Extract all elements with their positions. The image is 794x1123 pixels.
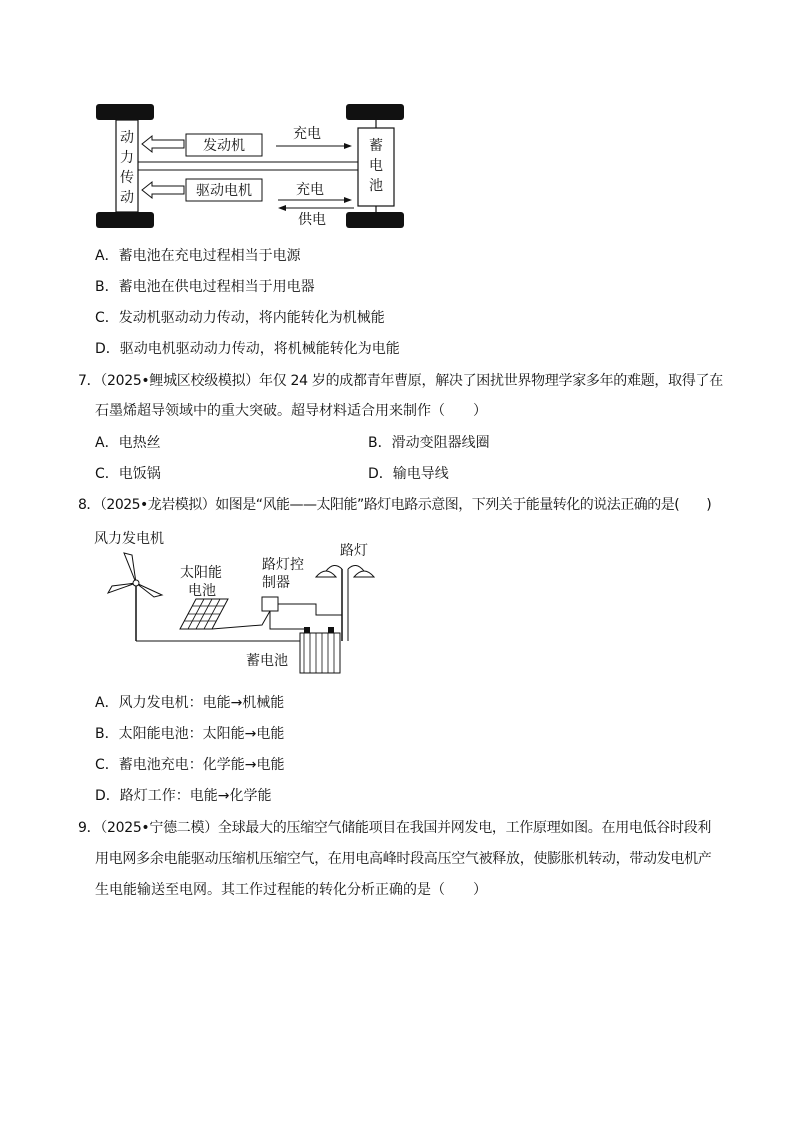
q8-option-a: A．风力发电机：电能→机械能 [95, 695, 285, 711]
q7-stem-line2: 石墨烯超导领域中的重大突破。超导材料适合用来制作（ ） [95, 403, 487, 419]
wheel-bottom-left [96, 212, 154, 228]
wheel-top-left [96, 104, 154, 120]
battery-char-1: 蓄 [369, 138, 383, 154]
engine-hollow-arrow [142, 136, 184, 152]
q9-stem-line1: 9．（2025•宁德二模）全球最大的压缩空气储能项目在我国并网发电，工作原理如图。在用电低谷时段利 [78, 820, 712, 836]
q6-option-b: B．蓄电池在供电过程相当于用电器 [95, 279, 315, 295]
wind-solar-lamp-diagram [90, 525, 380, 675]
transmission-char-1: 动 [120, 130, 134, 146]
supply-label: 供电 [298, 212, 326, 228]
battery-char-2: 电 [369, 158, 383, 174]
wheel-top-right [346, 104, 404, 120]
q8-option-b: B．太阳能电池：太阳能→电能 [95, 726, 285, 742]
charge-top-label: 充电 [293, 126, 321, 142]
solar-cell-label-2: 电池 [188, 583, 216, 599]
street-lamp-icon [316, 565, 374, 641]
q7-option-a: A．电热丝 [95, 435, 161, 451]
solar-panel-icon [180, 599, 228, 629]
q7-option-b: B．滑动变阻器线圈 [368, 435, 490, 451]
lamp-controller-icon [262, 597, 278, 611]
q7-option-c: C．电饭锅 [95, 466, 161, 482]
charge-bottom-label: 充电 [296, 182, 324, 198]
q6-option-c: C．发动机驱动动力传动，将内能转化为机械能 [95, 310, 385, 326]
transmission-char-4: 动 [120, 190, 134, 206]
q9-stem-line3: 生电能输送至电网。其工作过程能的转化分析正确的是（ ） [95, 882, 487, 898]
motor-hollow-arrow [142, 182, 184, 198]
wind-turbine-icon [108, 553, 162, 641]
transmission-char-2: 力 [120, 150, 134, 166]
q7-stem-line1: 7．（2025•鲤城区校级模拟）年仅 24 岁的成都青年曹原，解决了困扰世界物理学家多年的难题，取得了在 [78, 373, 723, 389]
wind-generator-label: 风力发电机 [94, 531, 164, 547]
battery-char-3: 池 [369, 178, 383, 194]
transmission-char-3: 传 [120, 170, 134, 186]
q6-option-d: D．驱动电机驱动动力传动，将机械能转化为电能 [95, 341, 400, 357]
q7-option-d: D．输电导线 [368, 466, 449, 482]
hybrid-power-diagram [90, 100, 420, 236]
motor-label: 驱动电机 [196, 183, 252, 199]
q8-stem-line1: 8．（2025•龙岩模拟）如图是“风能——太阳能”路灯电路示意图，下列关于能量转化的说法正确的是( ) [78, 497, 712, 513]
q9-stem-line2: 用电网多余电能驱动压缩机压缩空气，在用电高峰时段高压空气被释放，使膨胀机转动，带动发电机产 [95, 851, 712, 867]
q6-option-a: A．蓄电池在充电过程相当于电源 [95, 248, 301, 264]
q8-option-c: C．蓄电池充电：化学能→电能 [95, 757, 285, 773]
q8-option-d: D．路灯工作：电能→化学能 [95, 788, 272, 804]
engine-label: 发动机 [203, 138, 245, 154]
solar-cell-label-1: 太阳能 [180, 565, 222, 581]
lamp-controller-label-2: 制器 [262, 575, 290, 591]
lamp-controller-label-1: 路灯控 [262, 557, 304, 573]
storage-battery-label: 蓄电池 [246, 653, 288, 669]
street-lamp-label: 路灯 [340, 543, 368, 559]
storage-battery-icon [300, 627, 340, 673]
wheel-bottom-right [346, 212, 404, 228]
